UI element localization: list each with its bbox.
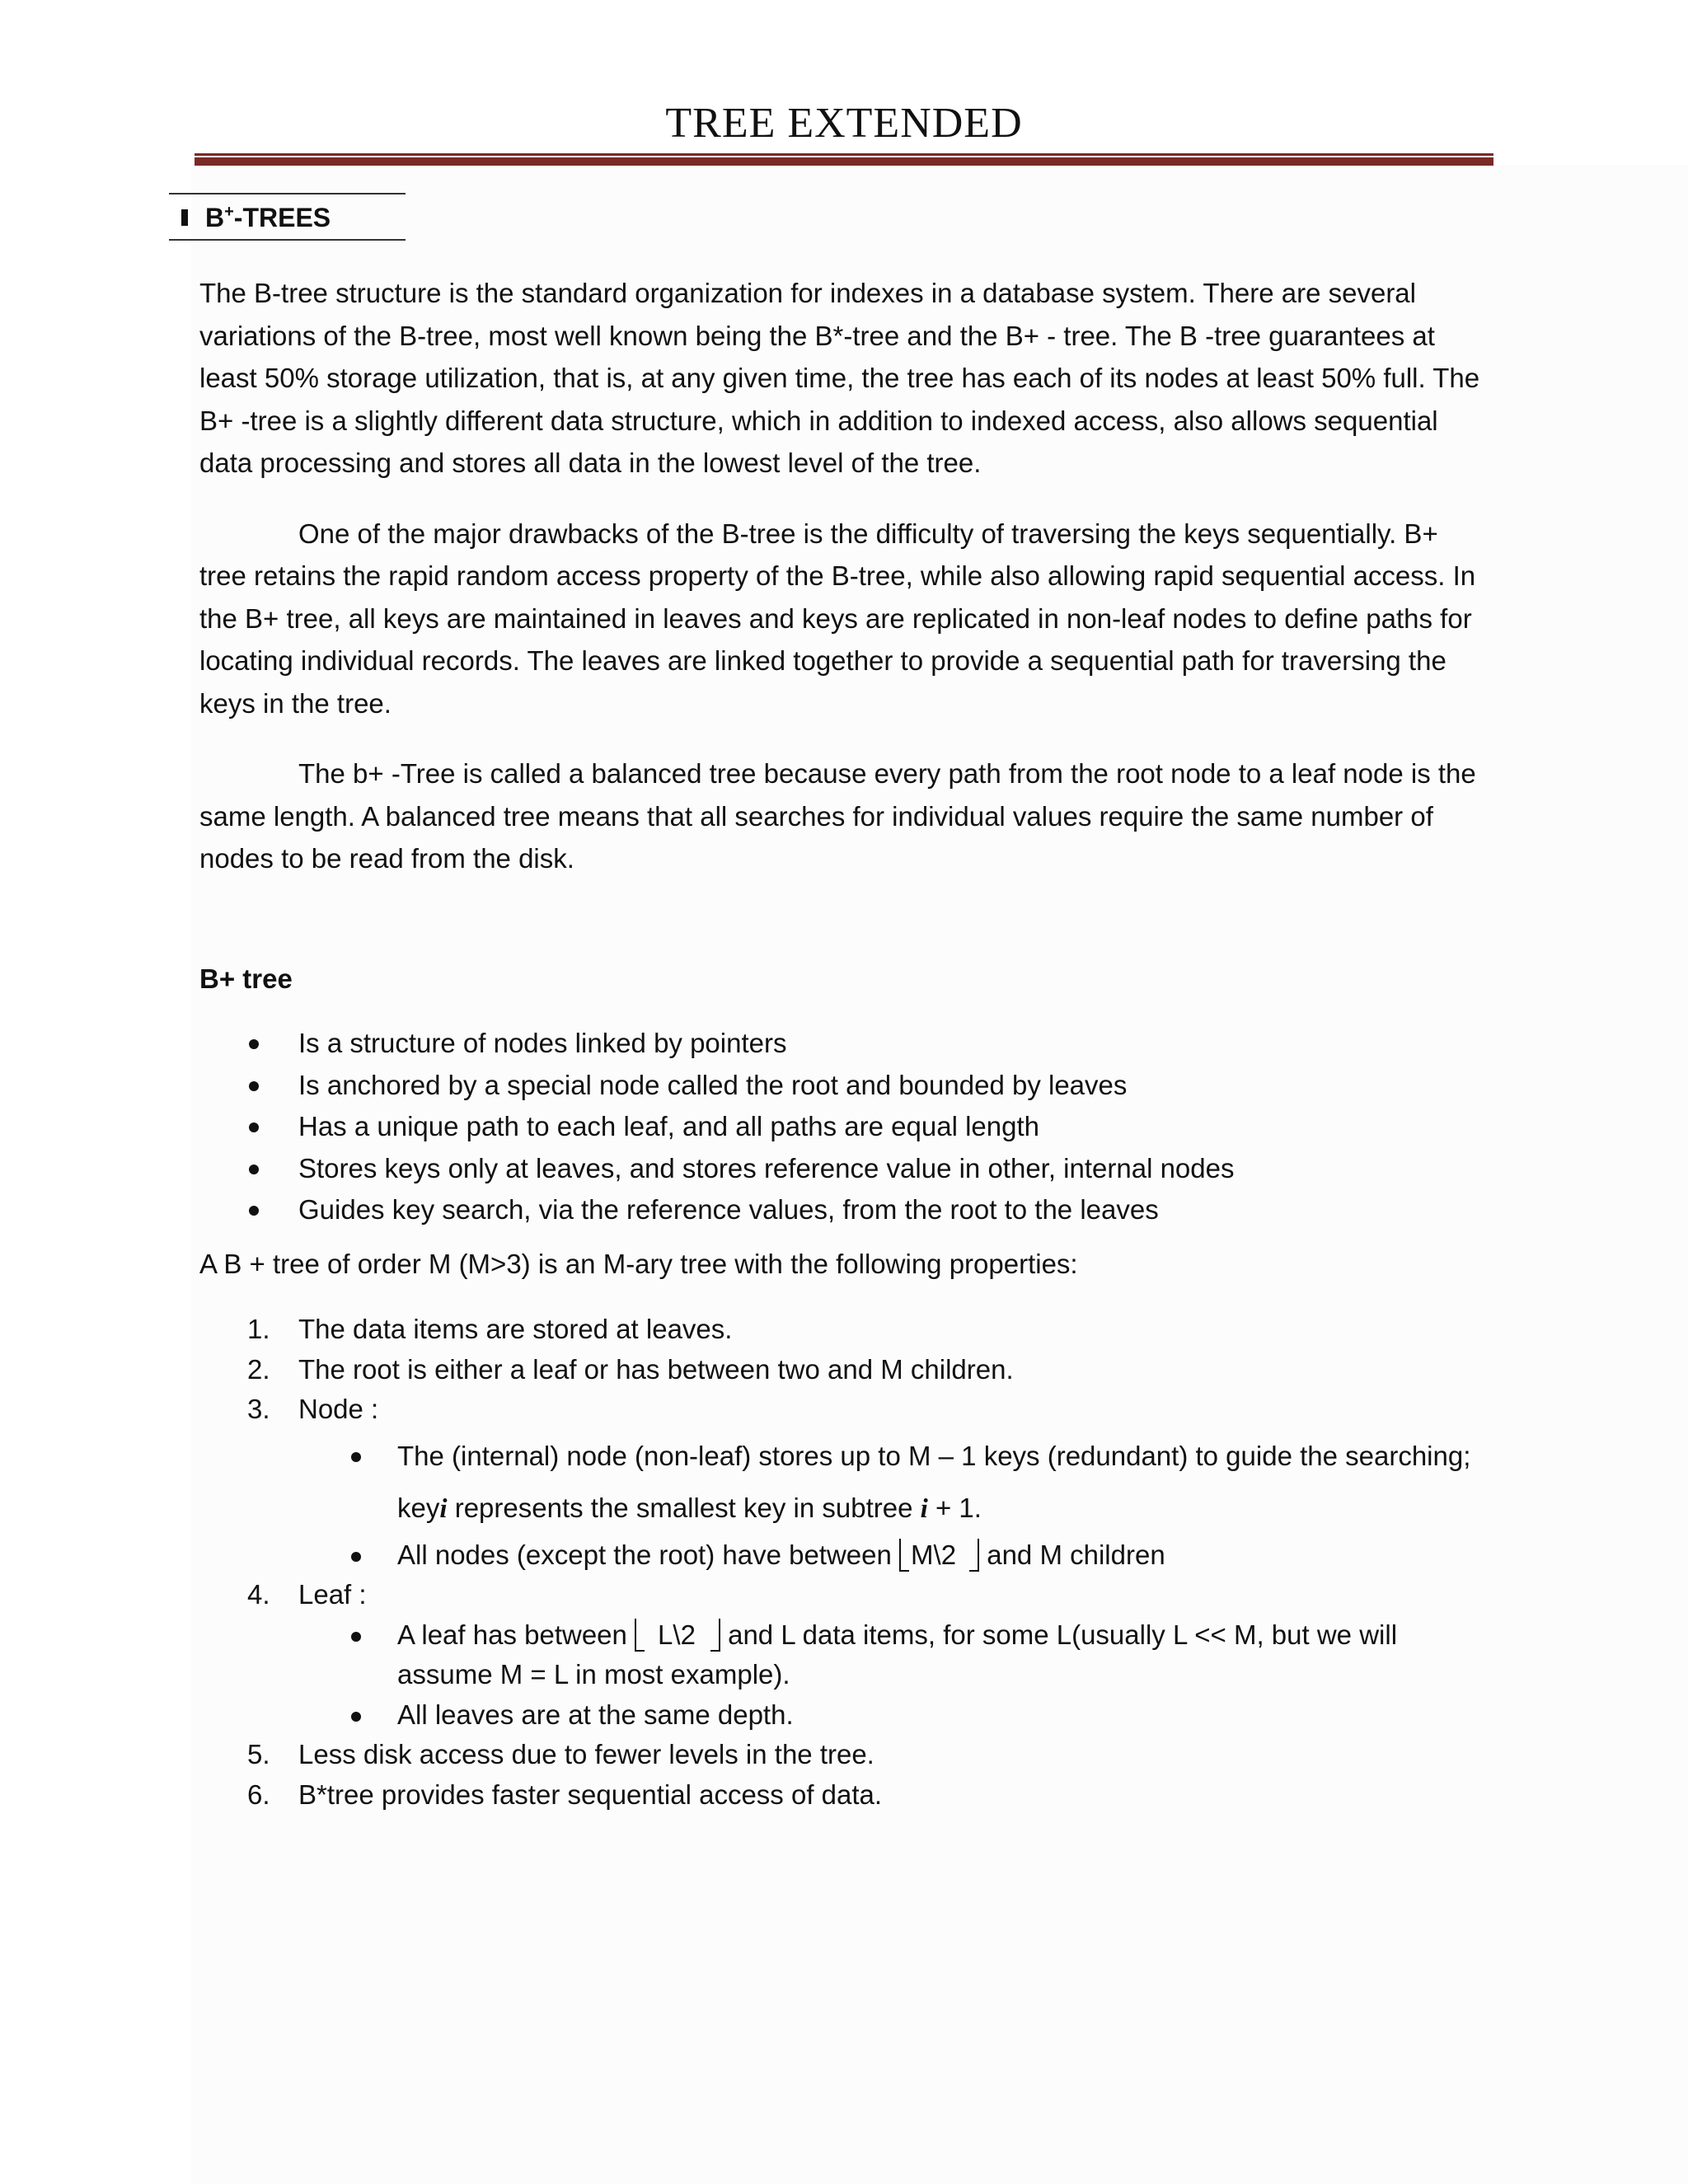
list-item: Is a structure of nodes linked by pointers <box>199 1023 1485 1065</box>
title-rule-thin <box>195 153 1493 156</box>
leaf-sublist <box>298 1615 1485 1736</box>
floor-bracket-l: L\2 <box>635 1615 720 1656</box>
paragraph-balanced: The b+ -Tree is called a balanced tree because every path from the root node to a leaf node is the same length. A balanced tree means that all searches for individual values require the same number of nodes to be read from the disk. <box>199 758 1476 874</box>
property-item: 6. B*tree provides faster sequential access of data. <box>247 1779 883 1810</box>
list-item: Stores keys only at leaves, and stores reference value in other, internal nodes <box>199 1148 1485 1190</box>
floor-bracket-m: M\2 <box>899 1535 979 1576</box>
order-intro: A B + tree of order M (M>3) is an M-ary tree with the following properties: <box>199 1248 1078 1279</box>
property-item: 4. Leaf : A leaf has between L\2 and L data items, for some L(usually L << M, but we will assume M = L in most example). All leaves are at the same depth. <box>199 1575 1485 1735</box>
paragraph-drawbacks: One of the major drawbacks of the B-tree is the difficulty of traversing the keys sequentially. B+ tree retains the rapid random access property of the B-tree, while also allowing rapid sequential access. In the B+ tree, all keys are maintained in leaves and keys are replicated in non-leaf nodes to define paths for locating individual records. The leaves are linked together to provide a sequential path for traversing the keys in the tree. <box>199 518 1476 719</box>
property-item: 3. Node : The (internal) node (non-leaf) stores up to M – 1 keys (redundant) to guide the searching; keyi represents the smallest key in subtree i + 1. All nodes (except the root) have between M\2 and M children <box>199 1390 1485 1575</box>
list-item: Has a unique path to each leaf, and all paths are equal length <box>199 1106 1485 1148</box>
paragraph-intro: The B-tree structure is the standard organization for indexes in a database system. There are several variations of the B-tree, most well known being the B*-tree and the B+ - tree. The B -tree guarantees at least 50% storage utilization, that is, at any given time, the tree has each of its nodes at least 50% full. The B+ -tree is a slightly different data structure, which in addition to indexed access, also allows sequential data processing and stores all data in the lowest level of the tree. <box>199 278 1480 478</box>
section-marker-icon <box>181 209 188 226</box>
section-heading-box <box>169 193 406 241</box>
property-item: 5. Less disk access due to fewer levels in the tree. <box>247 1739 874 1769</box>
list-item: Guides key search, via the reference values, from the root to the leaves <box>199 1189 1485 1231</box>
list-item: All nodes (except the root) have between M\2 and M children <box>298 1535 1485 1576</box>
list-item: All leaves are at the same depth. <box>298 1695 1485 1736</box>
property-item: 2. The root is either a leaf or has between two and M children. <box>247 1353 1014 1385</box>
list-item: A leaf has between L\2 and L data items, for some L(usually L << M, but we will assume M = L in most example). <box>298 1615 1485 1695</box>
bplus-bullet-list <box>199 1023 1485 1231</box>
list-item: Is anchored by a special node called the root and bounded by leaves <box>199 1065 1485 1107</box>
properties-list <box>199 1310 1485 1815</box>
property-item: 1. The data items are stored at leaves. <box>247 1314 733 1344</box>
document-title: TREE EXTENDED <box>665 100 1023 147</box>
list-item: The (internal) node (non-leaf) stores up to M – 1 keys (redundant) to guide the searching; keyi represents the smallest key in subtree i + 1. <box>298 1430 1485 1535</box>
node-sublist <box>298 1430 1485 1576</box>
document-body <box>199 272 1485 1815</box>
section-heading: B+-TREES <box>205 203 331 232</box>
title-rule-thick <box>195 157 1493 166</box>
subheading-bplus-tree: B+ tree <box>199 963 293 994</box>
